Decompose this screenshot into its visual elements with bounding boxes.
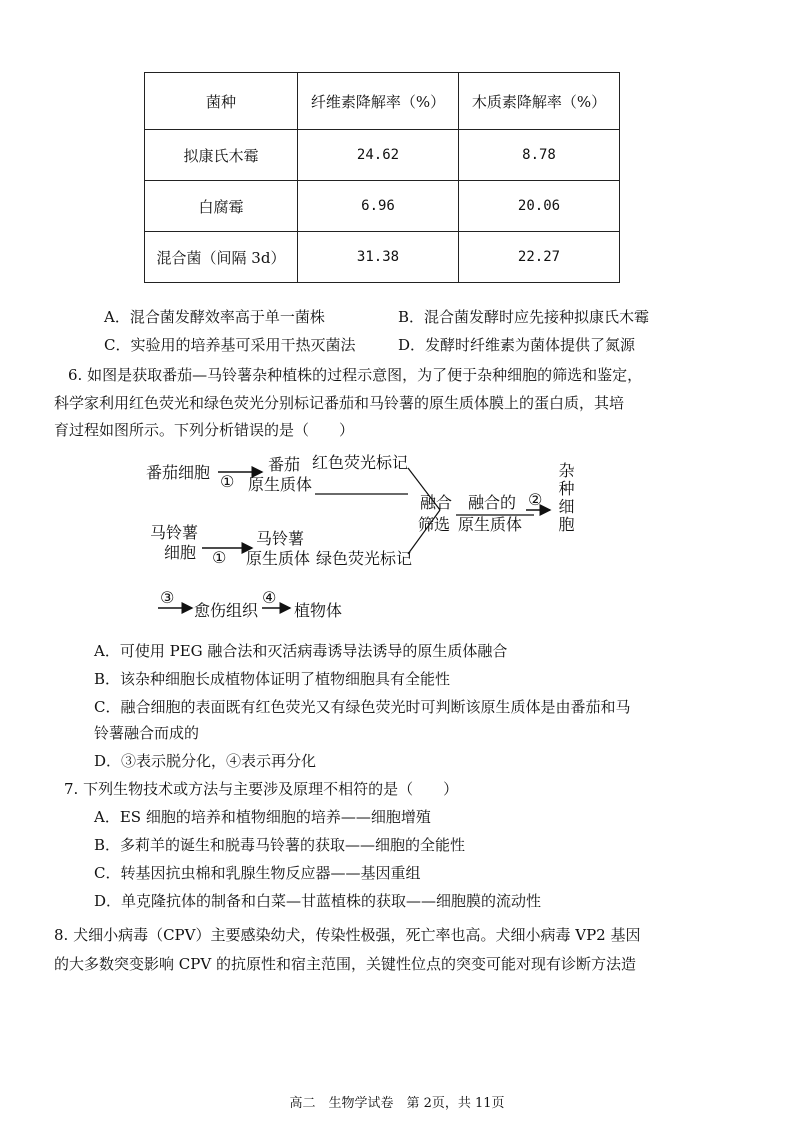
table-row	[145, 181, 620, 232]
table-header-cell: 纤维素降解率（%）	[298, 73, 459, 130]
q6-option-c-line2: 铃薯融合而成的	[94, 724, 200, 742]
step4-label: ④	[262, 588, 277, 607]
plant-label: 植物体	[294, 601, 343, 620]
step1-tomato-label: ①	[220, 472, 235, 491]
table-cell: 31.38	[298, 232, 459, 283]
q8-stem-line2: 的大多数突变影响 CPV 的抗原性和宿主范围，关键性位点的突变可能对现有诊断方法造	[54, 955, 636, 973]
q6-stem-line3: 育过程如图所示。下列分析错误的是（ ）	[54, 421, 355, 439]
degradation-table	[144, 72, 620, 283]
q8-stem-line1: 8. 犬细小病毒（CPV）主要感染幼犬，传染性极强，死亡率也高。犬细小病毒 VP2 基因	[54, 926, 641, 944]
q7-option-d: D．单克隆抗体的制备和白菜—甘蓝植株的获取——细胞膜的流动性	[94, 892, 542, 910]
q5-option-d: D．发酵时纤维素为菌体提供了氮源	[398, 336, 636, 354]
potato-proto-label-2: 原生质体	[246, 549, 311, 568]
red-fluorescence-label: 红色荧光标记	[312, 453, 409, 472]
table-cell: 混合菌（间隔 3d）	[145, 232, 298, 283]
potato-proto-label-1: 马铃薯	[256, 529, 305, 548]
fused-proto-label-2: 原生质体	[458, 515, 523, 534]
q6-option-b: B．该杂种细胞长成植物体证明了植物细胞具有全能性	[94, 670, 451, 688]
q7-option-c: C．转基因抗虫棉和乳腺生物反应器——基因重组	[94, 864, 421, 882]
hybridization-diagram	[140, 450, 600, 630]
tomato-proto-label-2: 原生质体	[248, 475, 313, 494]
table-cell: 拟康氏木霉	[145, 130, 298, 181]
page-footer: 高二 生物学试卷 第 2页，共 11页	[289, 1096, 505, 1111]
q7-option-a: A．ES 细胞的培养和植物细胞的培养——细胞增殖	[94, 808, 431, 826]
table-cell: 白腐霉	[145, 181, 298, 232]
step2-label: ②	[528, 490, 543, 509]
step1-potato-label: ①	[212, 548, 227, 567]
tomato-cell-label: 番茄细胞	[146, 463, 211, 482]
q7-stem: 7. 下列生物技术或方法与主要涉及原理不相符的是（ ）	[64, 780, 459, 798]
table-cell: 24.62	[298, 130, 459, 181]
table-header-row	[145, 73, 620, 130]
table-row	[145, 232, 620, 283]
q7-option-b: B．多莉羊的诞生和脱毒马铃薯的获取——细胞的全能性	[94, 836, 466, 854]
step3-label: ③	[160, 588, 175, 607]
callus-label: 愈伤组织	[194, 601, 259, 620]
tomato-proto-label-1: 番茄	[268, 455, 301, 474]
q6-option-c-line1: C．融合细胞的表面既有红色荧光又有绿色荧光时可判断该原生质体是由番茄和马	[94, 698, 631, 716]
table-cell: 6.96	[298, 181, 459, 232]
green-fluorescence-label: 绿色荧光标记	[316, 549, 413, 568]
potato-cell-label-2: 细胞	[164, 543, 197, 562]
fusion-label-2: 筛选	[418, 515, 451, 534]
hybrid-cell-label: 杂种细胞	[556, 462, 575, 534]
table-header-cell: 木质素降解率（%）	[459, 73, 620, 130]
q5-option-c: C．实验用的培养基可采用干热灭菌法	[104, 336, 356, 354]
table-header-cell: 菌种	[145, 73, 298, 130]
q6-option-d: D．③表示脱分化，④表示再分化	[94, 752, 317, 770]
table-cell: 22.27	[459, 232, 620, 283]
q6-stem-line1: 6. 如图是获取番茄—马铃薯杂种植株的过程示意图，为了便于杂种细胞的筛选和鉴定，	[68, 366, 643, 384]
fused-proto-label-1: 融合的	[468, 493, 517, 512]
fusion-label-1: 融合	[420, 493, 453, 512]
table-cell: 20.06	[459, 181, 620, 232]
table-cell: 8.78	[459, 130, 620, 181]
table-row	[145, 130, 620, 181]
q5-option-b: B．混合菌发酵时应先接种拟康氏木霉	[398, 308, 650, 326]
q6-option-a: A．可使用 PEG 融合法和灭活病毒诱导法诱导的原生质体融合	[94, 642, 508, 660]
q6-stem-line2: 科学家利用红色荧光和绿色荧光分别标记番茄和马铃薯的原生质体膜上的蛋白质，其培	[54, 394, 625, 412]
q5-option-a: A．混合菌发酵效率高于单一菌株	[104, 308, 325, 326]
potato-cell-label-1: 马铃薯	[150, 523, 199, 542]
